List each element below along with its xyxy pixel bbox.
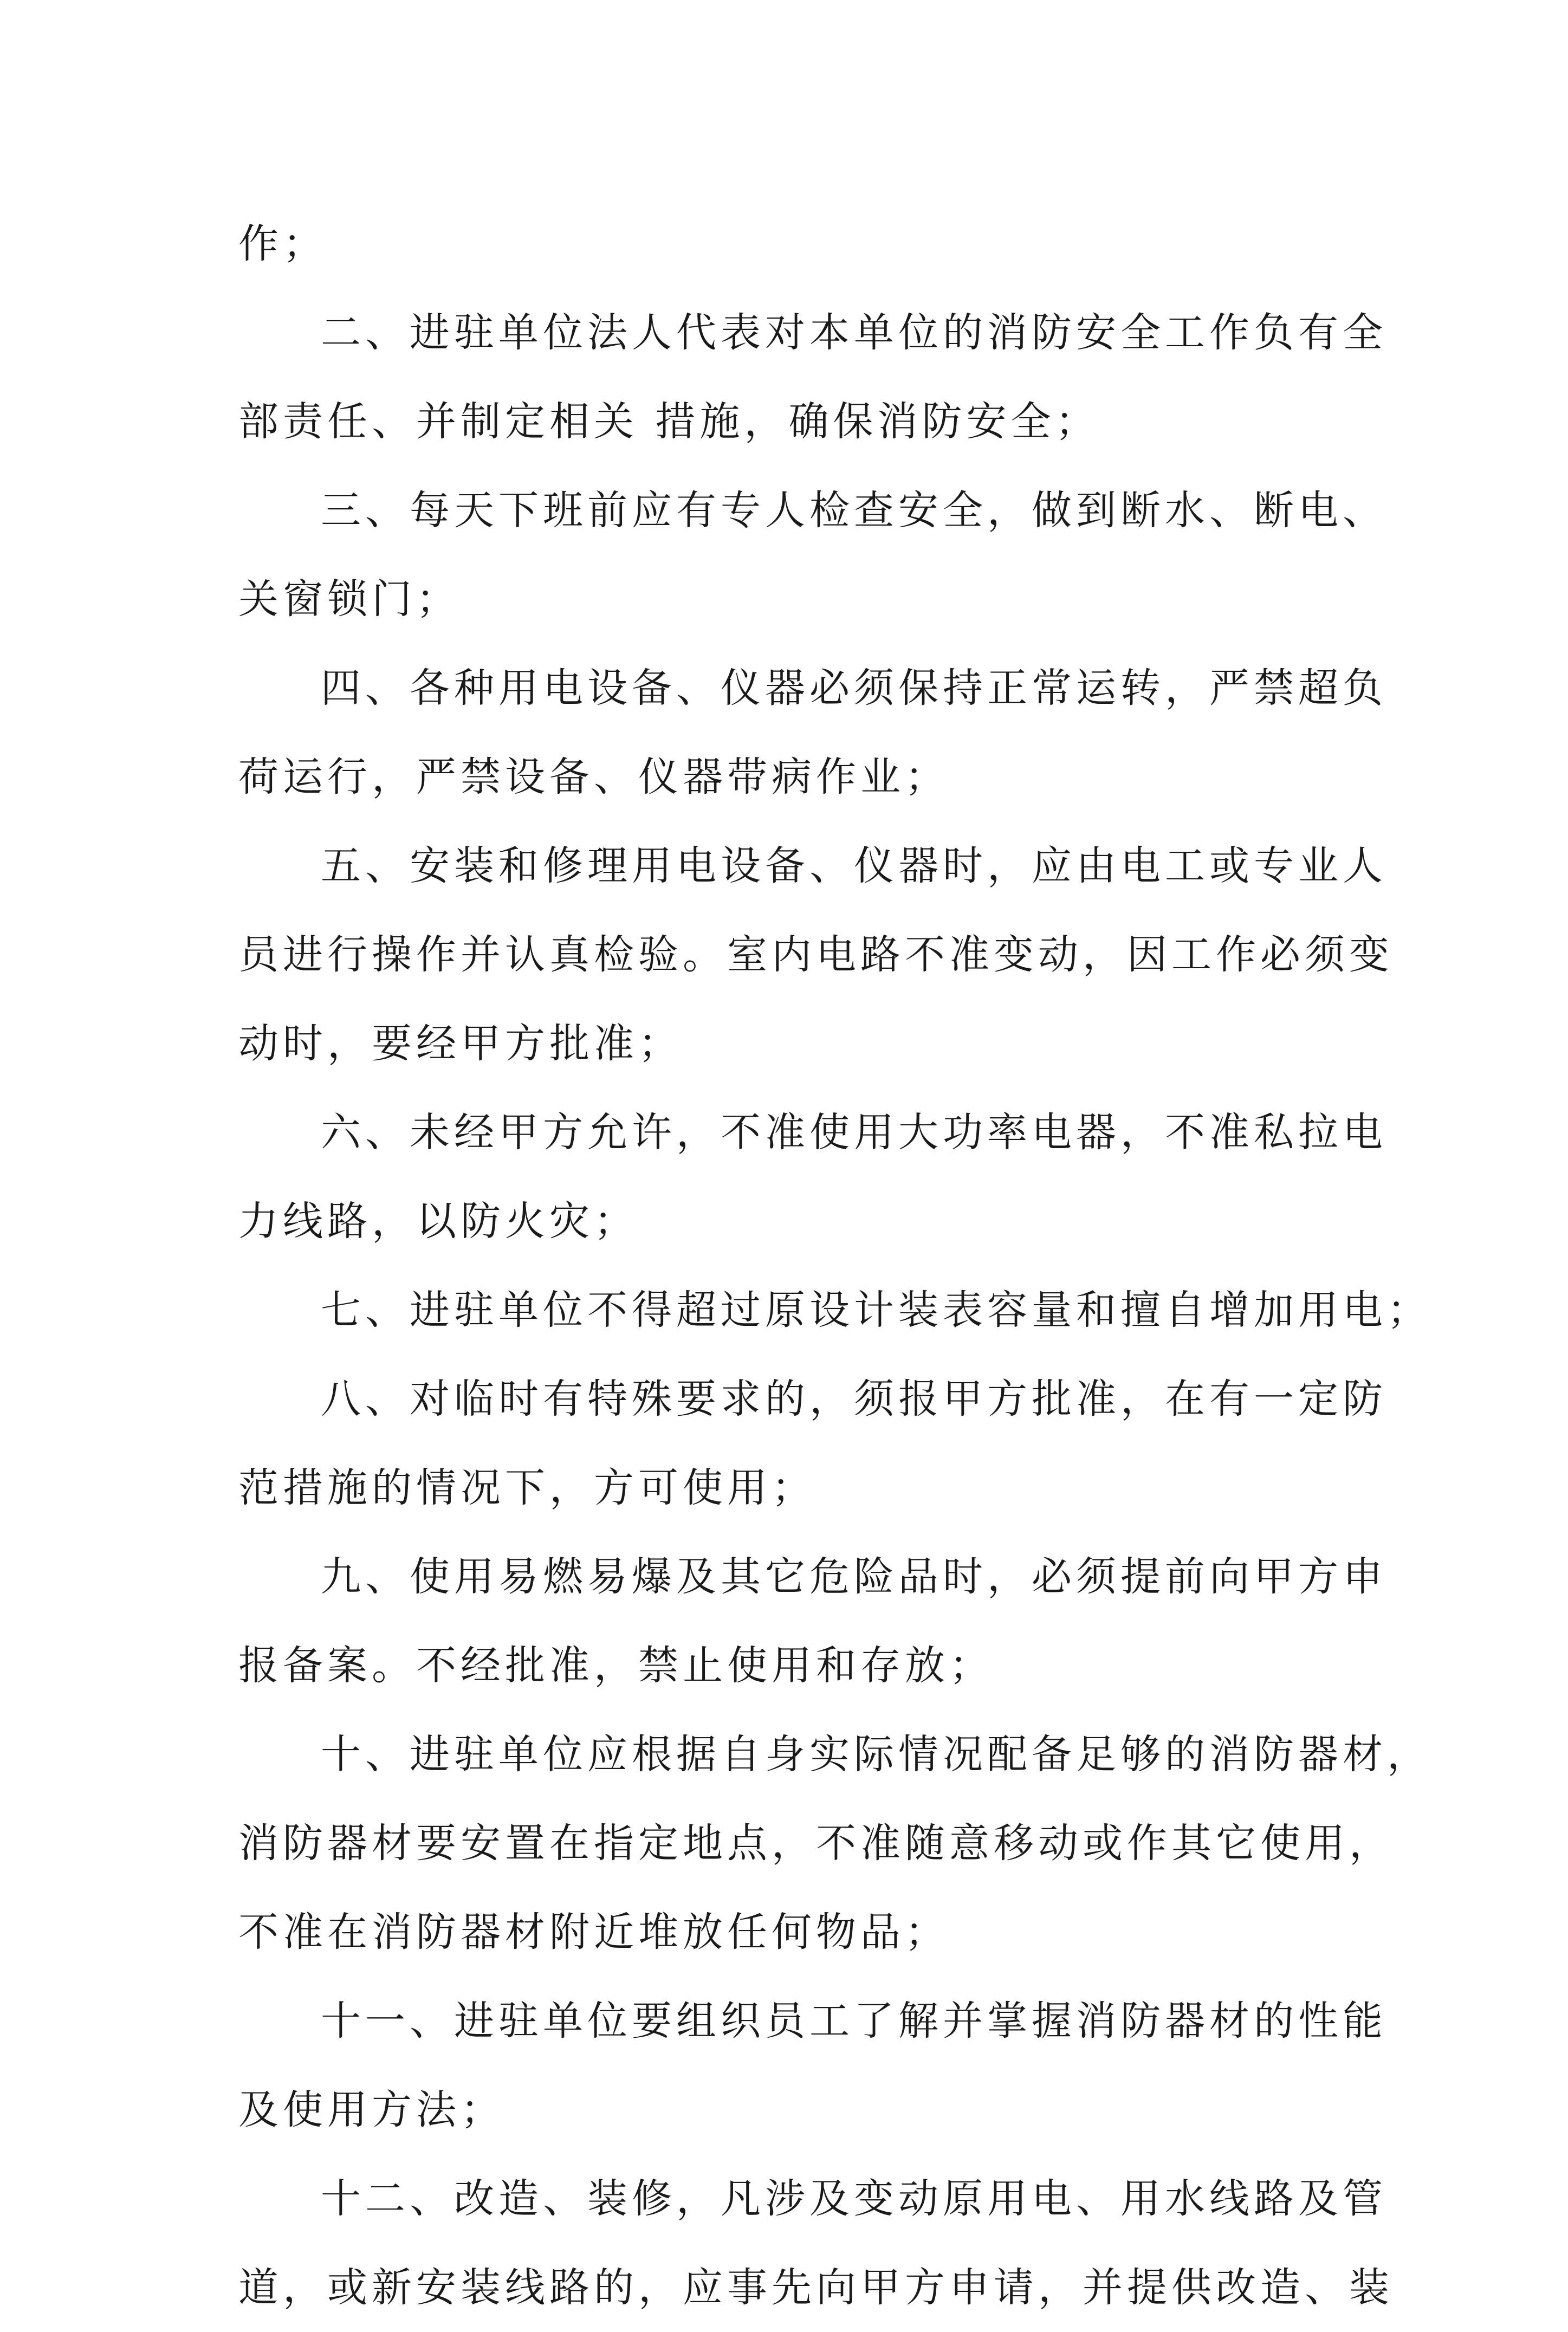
text-line: 道，或新安装线路的，应事先向甲方申请，并提供改造、装 (238, 2264, 1394, 2311)
text-line: 七、进驻单位不得超过原设计装表容量和擅自增加用电； (321, 1287, 1431, 1333)
text-line: 二、进驻单位法人代表对本单位的消防安全工作负有全 (321, 309, 1387, 356)
text-line: 荷运行，严禁设备、仪器带病作业； (238, 754, 949, 800)
text-line: 及使用方法； (238, 2087, 505, 2133)
text-line: 十二、改造、装修，凡涉及变动原用电、用水线路及管 (321, 2175, 1387, 2222)
text-line: 五、安装和修理用电设备、仪器时，应由电工或专业人 (321, 843, 1387, 889)
text-line: 三、每天下班前应有专人检查安全，做到断水、断电、 (321, 487, 1387, 534)
text-line: 报备案。不经批准，禁止使用和存放； (238, 1642, 994, 1689)
text-line: 力线路，以防火灾； (238, 1198, 638, 1245)
text-line: 十一、进驻单位要组织员工了解并掌握消防器材的性能 (321, 1998, 1387, 2044)
text-line: 六、未经甲方允许，不准使用大功率电器，不准私拉电 (321, 1109, 1387, 1156)
text-line: 作； (238, 221, 327, 267)
text-line: 十、进驻单位应根据自身实际情况配备足够的消防器材， (321, 1731, 1431, 1778)
text-line: 不准在消防器材附近堆放任何物品； (238, 1909, 949, 1955)
text-line: 关窗锁门； (238, 576, 461, 623)
text-line: 动时，要经甲方批准； (238, 1020, 683, 1067)
text-line: 消防器材要安置在指定地点，不准随意移动或作其它使用， (238, 1820, 1394, 1867)
document-body (238, 199, 1431, 2332)
text-line: 四、各种用电设备、仪器必须保持正常运转，严禁超负 (321, 665, 1387, 711)
text-line: 部责任、并制定相关 措施，确保消防安全； (238, 398, 1100, 445)
text-line: 九、使用易燃易爆及其它危险品时，必须提前向甲方申 (321, 1553, 1387, 1600)
text-line: 员进行操作并认真检验。室内电路不准变动，因工作必须变 (238, 931, 1394, 978)
text-line: 范措施的情况下，方可使用； (238, 1465, 816, 1511)
text-line: 八、对临时有特殊要求的，须报甲方批准，在有一定防 (321, 1376, 1387, 1422)
